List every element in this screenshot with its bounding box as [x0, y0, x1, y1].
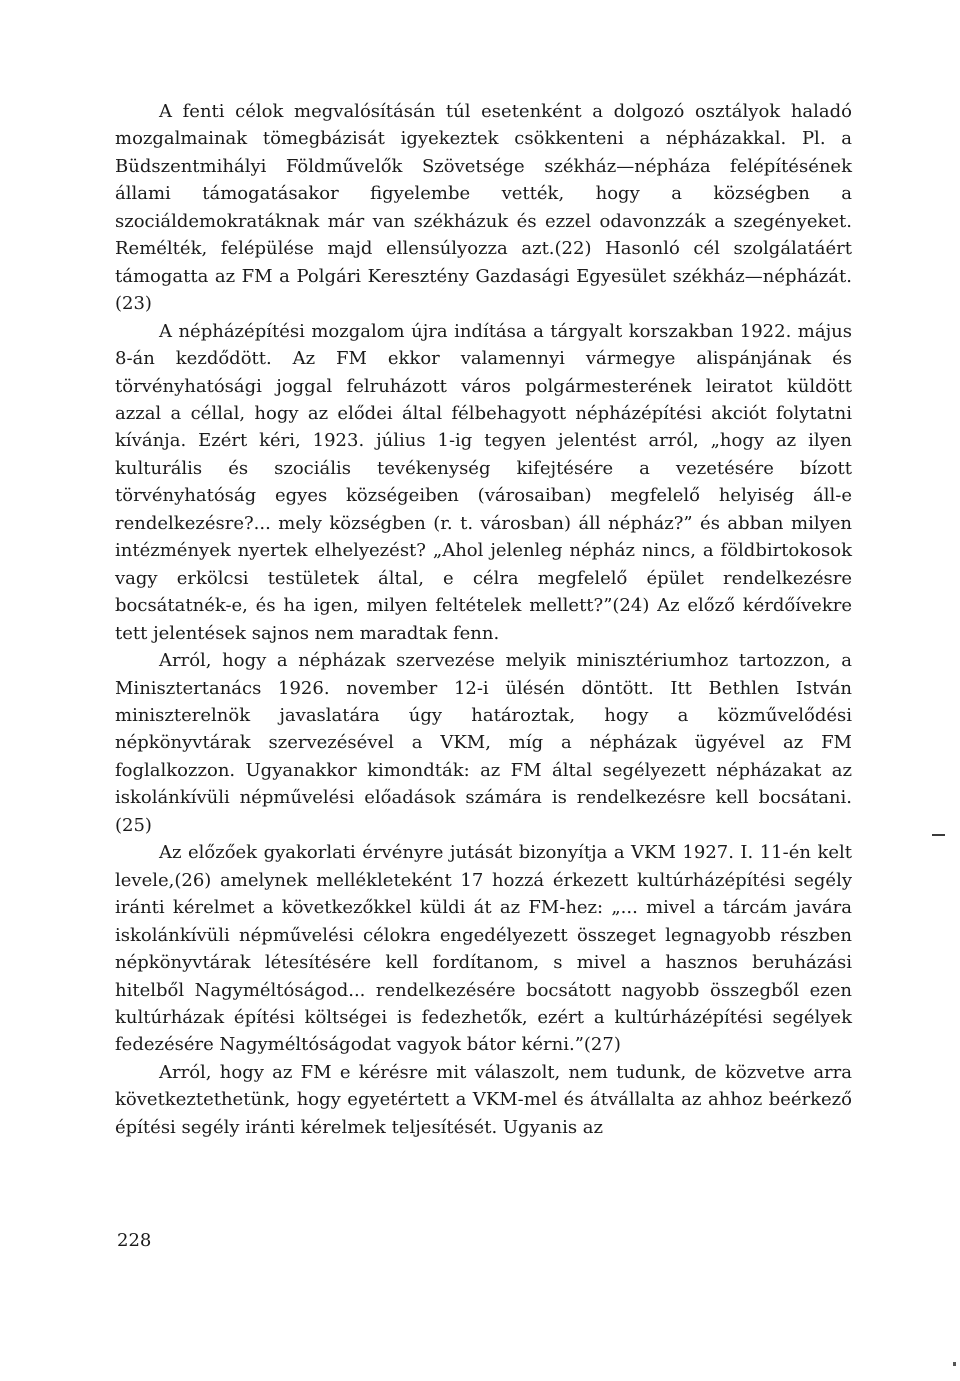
- paragraph-1: A fenti célok megvalósításán túl esetenként a dolgozó osztályok haladó mozgalmainak tömegbázisát igyekeztek csökkenteni a népházakkal. Pl. a Büdszentmihályi Földművelők Szövetsége székház—népháza felépítésének állami támogatásakor figyelembe vették, hogy a községben a szociáldemokratáknak már van székházuk és ezzel odavonzzák a szegényeket. Remélték, felépülése majd ellensúlyozza azt.(22) Hasonló cél szolgálatáért támogatta az FM a Polgári Keresztény Gazdasági Egyesület székház—népházát.(23): [115, 101, 852, 315]
- body-text: [115, 98, 852, 1141]
- paragraph-5: Arról, hogy az FM e kérésre mit válaszolt, nem tudunk, de közvetve arra következtethetünk, hogy egyetértett a VKM-mel és átvállalta az ahhoz beérkező építési segély iránti kérelmek teljesítését. Ugyanis az: [115, 1061, 852, 1138]
- paragraph-2: A népházépítési mozgalom újra indítása a tárgyalt korszakban 1922. május 8-án kezdődött. Az FM ekkor valamennyi vármegye alispánjának és törvényhatósági joggal felruházott város polgármesterének leiratot küldött azzal a céllal, hogy az elődei által félbehagyott népházépítési akciót folytatni kívánja. Ezért kéri, 1923. július 1-ig tegyen jelentést arról, „hogy az ilyen kulturális és szociális tevékenység kifejtésére a vezetésére bízott törvényhatóság egyes községeiben (városaiban) megfelelő helyiség áll-e rendelkezésre?... mely községben (r. t. városban) áll népház?” és abban milyen intézmények nyertek elhelyezést? „Ahol jelenleg népház nincs, a földbirtokosok vagy erkölcsi testületek által, e célra megfelelő épület rendelkezésre bocsátatnék-e, és ha igen, milyen feltételek mellett?”(24) Az előző kérdőívekre tett jelentések sajnos nem maradtak fenn.: [115, 320, 852, 644]
- scan-speck: [953, 1362, 956, 1366]
- page-number: 228: [117, 1230, 152, 1251]
- paragraph-4: Az előzőek gyakorlati érvényre jutását bizonyítja a VKM 1927. I. 11-én kelt levele,(26) amelynek mellékleteként 17 hozzá érkezett kultúrházépítési segély iránti kérelmet a következőkkel küldi át az FM-hez: „... mivel a tárcám javára iskolánkívüli népművelési célokra engedélyezett összeget legnagyobb részben népkönyvtárak létesítésére kell fordítanom, s mivel a hasznos beruházási hitelből Nagyméltóságod... rendelkezésére bocsátott nagyobb összegből ezen kultúrházak építési költségei is fedezhetők, ezért a kultúrházépítési segélyek fedezésére Nagyméltóságodat vagyok bátor kérni.”(27): [115, 842, 852, 1056]
- margin-mark: [932, 834, 945, 836]
- paragraph-3: Arról, hogy a népházak szervezése melyik minisztériumhoz tartozzon, a Minisztertanács 1926. november 12-i ülésén döntött. Itt Bethlen István miniszterelnök javaslatára úgy határoztak, hogy a közművelődési népkönyvtárak szervezésével a VKM, míg a népházak ügyével az FM foglalkozzon. Ugyanakkor kimondták: az FM által segélyezett népházakat az iskolánkívüli népművelési előadások számára is rendelkezésre kell bocsátani.(25): [115, 650, 852, 836]
